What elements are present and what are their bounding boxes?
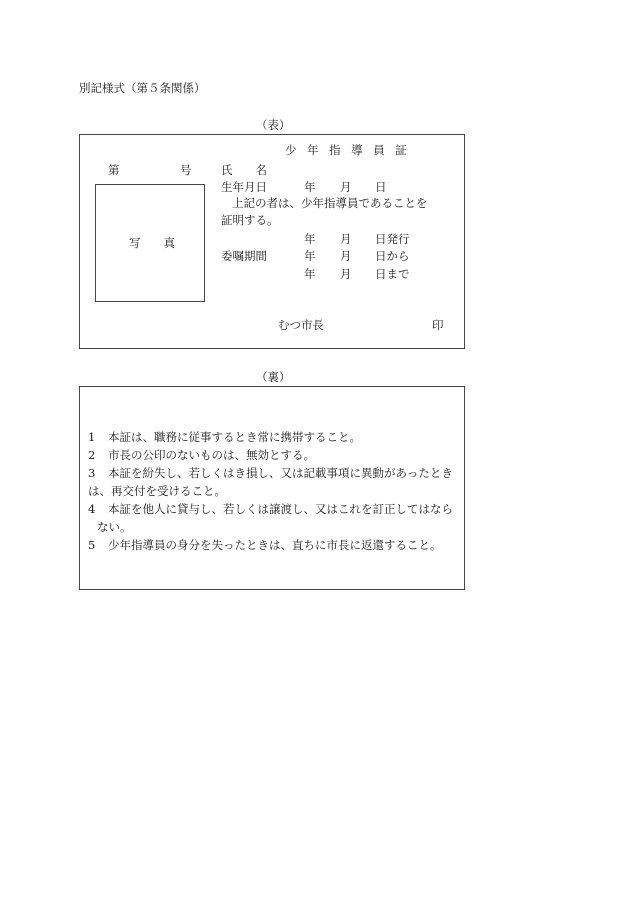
front-card (79, 134, 465, 349)
rule-text-continued: は、再交付を受けること。 (88, 484, 226, 498)
birth-year: 年 (304, 180, 316, 194)
card-title: 少 年 指 導 員 証 (285, 143, 411, 157)
mayor-label: むつ市長 (278, 318, 324, 332)
rule-text: 本証を紛失し、若しくはき損し、又は記載事項に異動があったとき (108, 466, 453, 480)
name-label: 氏 名 (221, 163, 267, 177)
birth-label: 生年月日 (221, 180, 267, 194)
rule-text: 本証を他人に貸与し、若しくは譲渡し、又はこれを訂正してはなら (108, 502, 453, 516)
term-from-day: 日から (375, 249, 410, 263)
term-from-month: 月 (340, 249, 352, 263)
rule-number: 4 (88, 502, 96, 516)
number-suffix: 号 (180, 163, 192, 177)
issue-month: 月 (340, 232, 352, 246)
rule-number: 3 (88, 466, 96, 480)
photo-label: 写 真 (129, 236, 175, 250)
birth-day: 日 (375, 180, 387, 194)
issue-year: 年 (304, 232, 316, 246)
birth-month: 月 (340, 180, 352, 194)
back-label: （裏） (256, 370, 291, 384)
photo-box (95, 184, 205, 302)
term-to-year: 年 (304, 267, 316, 281)
rule-number: 5 (88, 538, 96, 552)
form-title: 別記様式（第５条関係） (79, 81, 206, 95)
rule-text-continued: ない。 (97, 520, 132, 534)
rule-number: 2 (88, 448, 96, 462)
statement-line-1: 上記の者は、少年指導員であることを (232, 196, 428, 210)
term-to-month: 月 (340, 267, 352, 281)
number-prefix: 第 (108, 163, 120, 177)
term-from-year: 年 (304, 249, 316, 263)
rule-text: 本証は、職務に従事するとき常に携帯すること。 (108, 430, 361, 444)
front-label: （表） (256, 118, 291, 132)
rule-text: 少年指導員の身分を失ったときは、直ちに市長に返還すること。 (108, 538, 442, 552)
seal-mark: 印 (432, 318, 444, 332)
statement-line-2: 証明する。 (221, 213, 279, 227)
rule-number: 1 (88, 430, 96, 444)
term-to-day: 日まで (375, 267, 410, 281)
rule-text: 市長の公印のないものは、無効とする。 (108, 448, 315, 462)
term-label: 委嘱期間 (221, 249, 267, 263)
issue-day: 日発行 (375, 232, 410, 246)
back-card (79, 386, 465, 590)
